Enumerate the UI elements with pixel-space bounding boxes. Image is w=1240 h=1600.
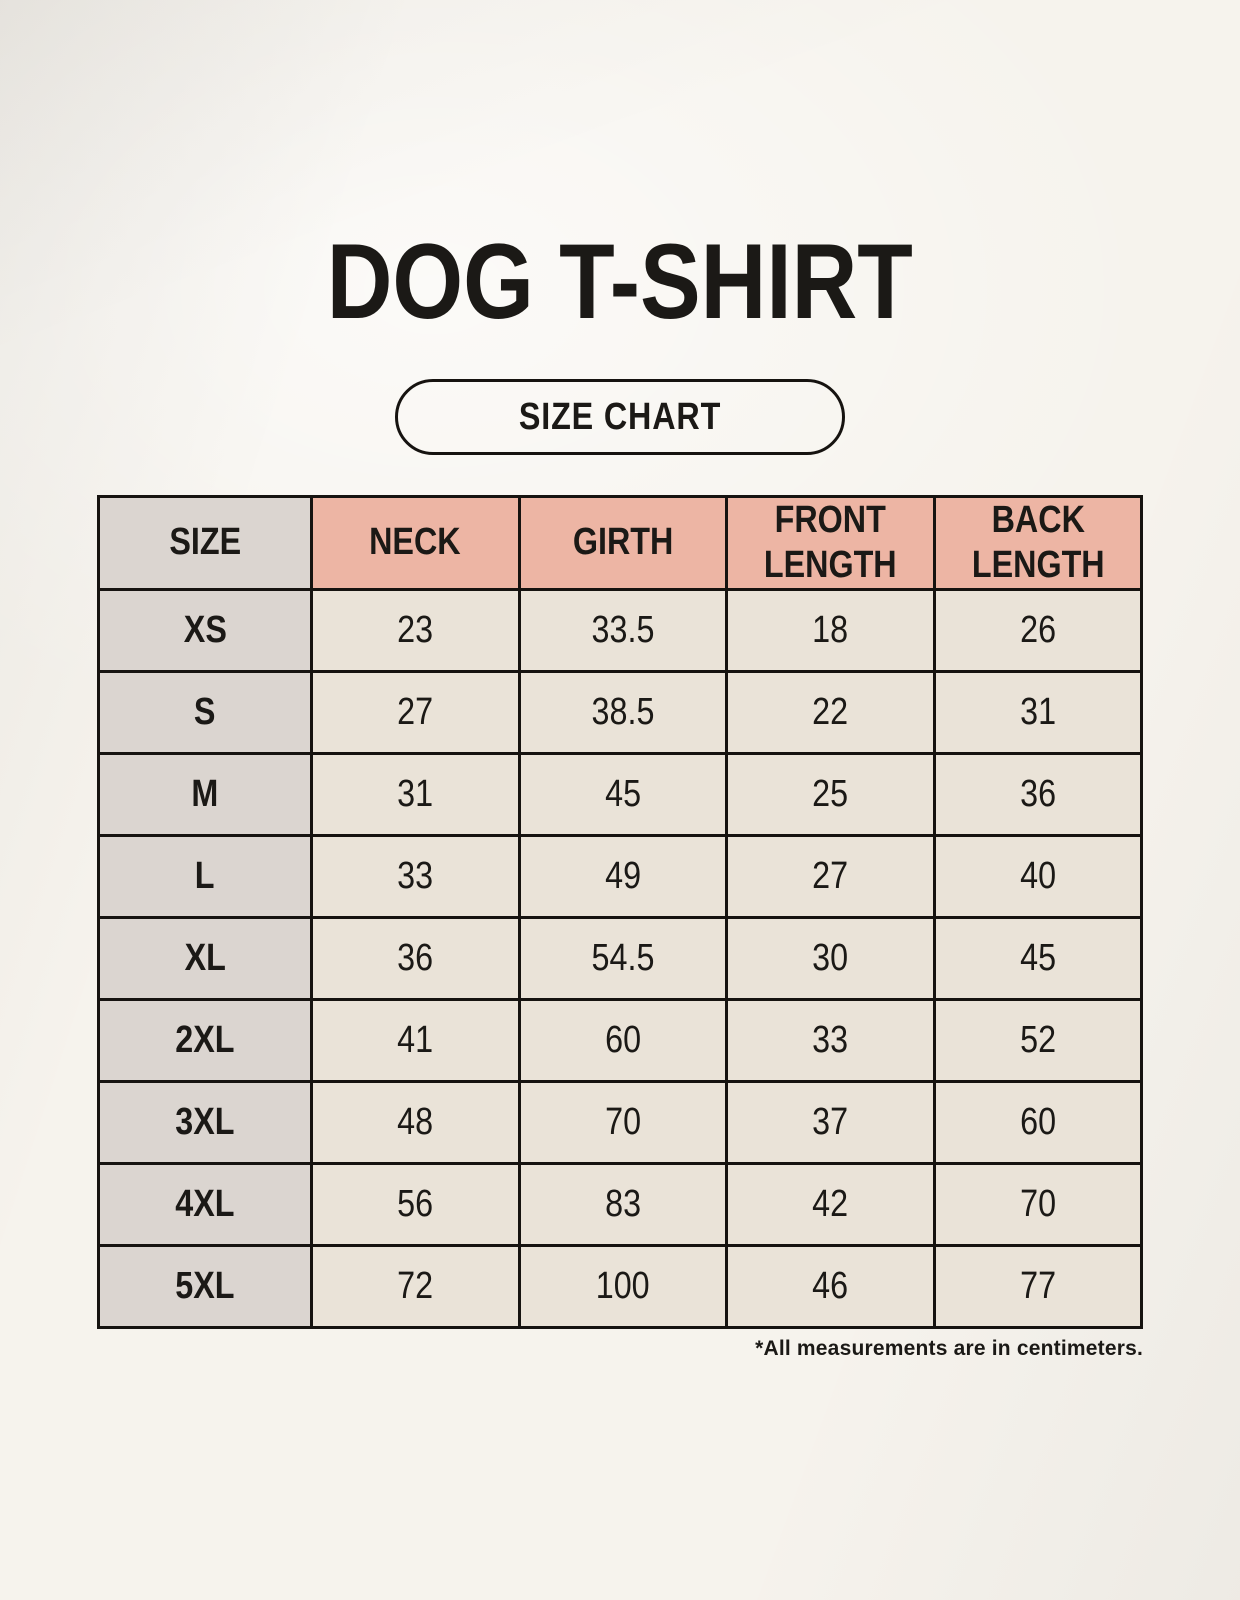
cell-size [99, 1163, 312, 1245]
neck-value: 31 [397, 772, 434, 815]
cell-front-length [727, 753, 935, 835]
header-label-girth: GIRTH [572, 521, 673, 564]
back-length-value: 52 [1019, 1018, 1056, 1061]
cell-back-length [934, 999, 1142, 1081]
neck-value: 48 [397, 1100, 434, 1143]
cell-neck [312, 835, 520, 917]
cell-girth [519, 1081, 727, 1163]
cell-neck [312, 753, 520, 835]
table-row [99, 589, 1142, 671]
front-length-value: 46 [812, 1264, 849, 1307]
cell-front-length [727, 1245, 935, 1327]
neck-value: 33 [397, 854, 434, 897]
size-label: 4XL [175, 1182, 235, 1225]
cell-size [99, 1081, 312, 1163]
front-length-value: 25 [812, 772, 849, 815]
cell-girth [519, 917, 727, 999]
girth-value: 70 [604, 1100, 641, 1143]
back-length-value: 70 [1019, 1182, 1056, 1225]
cell-back-length [934, 917, 1142, 999]
neck-value: 23 [397, 608, 434, 651]
cell-girth [519, 753, 727, 835]
size-label: XL [184, 936, 226, 979]
cell-size [99, 671, 312, 753]
size-label: XS [183, 608, 227, 651]
header-cell-girth [519, 497, 727, 590]
size-label: 5XL [175, 1264, 235, 1307]
neck-value: 27 [397, 690, 434, 733]
page-title [0, 0, 1240, 341]
front-length-value: 22 [812, 690, 849, 733]
cell-neck [312, 1163, 520, 1245]
cell-neck [312, 1245, 520, 1327]
cell-front-length [727, 917, 935, 999]
neck-value: 41 [397, 1018, 434, 1061]
front-length-value: 27 [812, 854, 849, 897]
cell-neck [312, 671, 520, 753]
size-table [97, 495, 1143, 1329]
back-length-value: 26 [1019, 608, 1056, 651]
cell-girth [519, 1163, 727, 1245]
cell-size [99, 999, 312, 1081]
back-length-value: 60 [1019, 1100, 1056, 1143]
size-table-section [97, 495, 1143, 1361]
cell-neck [312, 917, 520, 999]
table-row [99, 1081, 1142, 1163]
cell-neck [312, 1081, 520, 1163]
cell-back-length [934, 589, 1142, 671]
back-length-value: 45 [1019, 936, 1056, 979]
girth-value: 45 [604, 772, 641, 815]
page-title-text: DOG T-SHIRT [326, 221, 914, 341]
cell-size [99, 753, 312, 835]
cell-girth [519, 835, 727, 917]
header-cell-size [99, 497, 312, 590]
girth-value: 60 [604, 1018, 641, 1061]
back-length-value: 36 [1019, 772, 1056, 815]
size-chart-badge [395, 379, 845, 455]
girth-value: 100 [595, 1264, 650, 1307]
cell-size [99, 835, 312, 917]
header-cell-front-length [727, 497, 935, 590]
size-label: M [191, 772, 219, 815]
front-length-value: 37 [812, 1100, 849, 1143]
cell-front-length [727, 835, 935, 917]
header-label-neck: NECK [369, 521, 462, 564]
cell-girth [519, 999, 727, 1081]
size-label: L [195, 854, 215, 897]
measurements-footnote: *All measurements are in centimeters. [755, 1336, 1143, 1360]
cell-back-length [934, 753, 1142, 835]
front-length-value: 33 [812, 1018, 849, 1061]
cell-front-length [727, 999, 935, 1081]
header-label-front-length: FRONT LENGTH [763, 499, 897, 586]
neck-value: 56 [397, 1182, 434, 1225]
header-row [99, 497, 1142, 590]
cell-neck [312, 999, 520, 1081]
girth-value: 49 [604, 854, 641, 897]
cell-size [99, 1245, 312, 1327]
table-row [99, 1163, 1142, 1245]
girth-value: 33.5 [591, 608, 655, 651]
table-row [99, 753, 1142, 835]
table-row [99, 835, 1142, 917]
cell-front-length [727, 589, 935, 671]
front-length-value: 42 [812, 1182, 849, 1225]
cell-girth [519, 1245, 727, 1327]
table-row [99, 1245, 1142, 1327]
cell-back-length [934, 1245, 1142, 1327]
girth-value: 83 [604, 1182, 641, 1225]
cell-girth [519, 589, 727, 671]
cell-girth [519, 671, 727, 753]
table-row [99, 917, 1142, 999]
size-label: 3XL [175, 1100, 235, 1143]
neck-value: 36 [397, 936, 434, 979]
table-row [99, 671, 1142, 753]
front-length-value: 18 [812, 608, 849, 651]
header-cell-neck [312, 497, 520, 590]
back-length-value: 31 [1019, 690, 1056, 733]
cell-size [99, 917, 312, 999]
size-label: 2XL [175, 1018, 235, 1061]
cell-neck [312, 589, 520, 671]
cell-front-length [727, 1081, 935, 1163]
cell-back-length [934, 1163, 1142, 1245]
back-length-value: 40 [1019, 854, 1056, 897]
neck-value: 72 [397, 1264, 434, 1307]
cell-size [99, 589, 312, 671]
header-label-size: SIZE [169, 521, 241, 564]
girth-value: 54.5 [591, 936, 655, 979]
cell-front-length [727, 1163, 935, 1245]
girth-value: 38.5 [591, 690, 655, 733]
cell-back-length [934, 671, 1142, 753]
front-length-value: 30 [812, 936, 849, 979]
table-row [99, 999, 1142, 1081]
cell-back-length [934, 1081, 1142, 1163]
cell-front-length [727, 671, 935, 753]
header-label-back-length: BACK LENGTH [971, 499, 1105, 586]
cell-back-length [934, 835, 1142, 917]
header-cell-back-length [934, 497, 1142, 590]
size-label: S [194, 690, 216, 733]
back-length-value: 77 [1019, 1264, 1056, 1307]
size-chart-badge-label: SIZE CHART [518, 395, 722, 438]
